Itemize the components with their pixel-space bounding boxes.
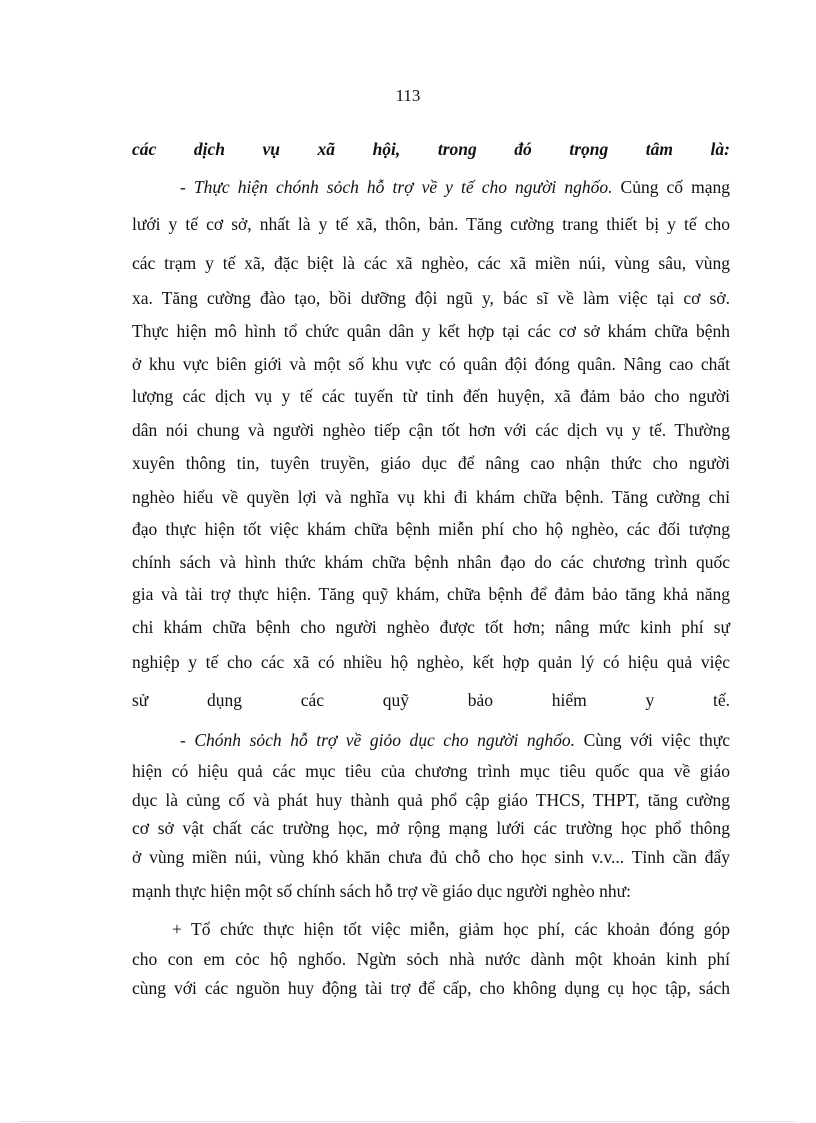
text-line (132, 616, 730, 638)
line-text: cho con em cỏc hộ nghốo. Ngừn sỏch nhà nước dành một khoản kinh phí (132, 949, 730, 969)
text-line (132, 353, 730, 375)
line-text: sử dụng các quỹ bảo hiểm y tế. (132, 690, 730, 710)
text-line (132, 880, 730, 902)
text-line (132, 689, 730, 711)
line-text: dân nói chung và người nghèo tiếp cận tốt hơn với các dịch vụ y tế. Thường (132, 420, 730, 440)
text-line (132, 948, 730, 970)
line-text: mạnh thực hiện một số chính sách hỗ trợ về giáo dục người nghèo như: (132, 881, 631, 901)
line-text: nghèo hiểu về quyền lợi và nghĩa vụ khi đi khám chữa bệnh. Tăng cường chỉ (132, 487, 730, 507)
line-text: đạo thực hiện tốt việc khám chữa bệnh miễn phí cho hộ nghèo, các đối tượng (132, 519, 730, 539)
line-text: lượng các dịch vụ y tế các tuyến từ tỉnh đến huyện, xã đảm bảo cho người (132, 386, 730, 406)
line-text: cùng với các nguồn huy động tài trợ để cấp, cho không dụng cụ học tập, sách (132, 978, 730, 998)
line-text: nghiệp y tế cho các xã có nhiều hộ nghèo, kết hợp quản lý có hiệu quả việc (132, 652, 730, 672)
text-line (132, 419, 730, 441)
line-text: Cùng với việc thực (575, 730, 730, 750)
text-line (132, 138, 730, 160)
text-line (132, 846, 730, 868)
text-line (132, 551, 730, 573)
line-text: gia và tài trợ thực hiện. Tăng quỹ khám, chữa bệnh để đảm bảo tăng khả năng (132, 584, 730, 604)
text-line (132, 977, 730, 999)
text-line (180, 729, 730, 751)
line-text: dục là củng cố và phát huy thành quả phổ cập giáo THCS, THPT, tăng cường (132, 790, 730, 810)
line-text: chi khám chữa bệnh cho người nghèo được tốt hơn; nâng mức kinh phí sự (132, 617, 730, 637)
line-text: lưới y tế cơ sở, nhất là y tế xã, thôn, bản. Tăng cường trang thiết bị y tế cho (132, 214, 730, 234)
line-text: + Tổ chức thực hiện tốt việc miễn, giảm học phí, các khoản đóng góp (172, 919, 730, 939)
text-line (132, 760, 730, 782)
line-text: Củng cố mạng (612, 177, 730, 197)
text-line (132, 789, 730, 811)
line-text: xuyên thông tin, tuyên truyền, giáo dục để nâng cao nhận thức cho người (132, 453, 730, 473)
line-text: hiện có hiệu quả các mục tiêu của chương trình mục tiêu quốc qua về giáo (132, 761, 730, 781)
text-line (132, 518, 730, 540)
italic-heading: - Thực hiện chónh sỏch hỗ trợ về y tế cho người nghốo. (180, 177, 613, 197)
line-text: Thực hiện mô hình tổ chức quân dân y kết hợp tại các cơ sở khám chữa bệnh (132, 321, 730, 341)
text-line (172, 918, 730, 940)
text-line (132, 452, 730, 474)
text-line (132, 385, 730, 407)
text-line (180, 176, 730, 198)
text-line (132, 817, 730, 839)
text-line (132, 287, 730, 309)
line-text: xa. Tăng cường đào tạo, bồi dưỡng đội ngũ y, bác sĩ về làm việc tại cơ sở. (132, 288, 730, 308)
italic-heading: - Chónh sỏch hỗ trợ về giỏo dục cho người nghốo. (180, 730, 576, 750)
text-line (132, 583, 730, 605)
page-number: 113 (395, 86, 421, 105)
line-text: cơ sở vật chất các trường học, mở rộng mạng lưới các trường học phổ thông (132, 818, 730, 838)
text-line (132, 213, 730, 235)
text-line (132, 252, 730, 274)
text-line (132, 651, 730, 673)
text-line (132, 486, 730, 508)
line-text: chính sách và hình thức khám chữa bệnh nhân đạo do các chương trình quốc (132, 552, 730, 572)
line-text: ở vùng miền núi, vùng khó khăn chưa đủ chỗ cho học sinh v.v... Tỉnh cần đẩy (132, 847, 730, 867)
text-line (132, 320, 730, 342)
line-text: các trạm y tế xã, đặc biệt là các xã nghèo, các xã miền núi, vùng sâu, vùng (132, 253, 730, 273)
line-text: ở khu vực biên giới và một số khu vực có quân đội đóng quân. Nâng cao chất (132, 354, 730, 374)
line-text: các dịch vụ xã hội, trong đó trọng tâm là: (132, 139, 730, 159)
